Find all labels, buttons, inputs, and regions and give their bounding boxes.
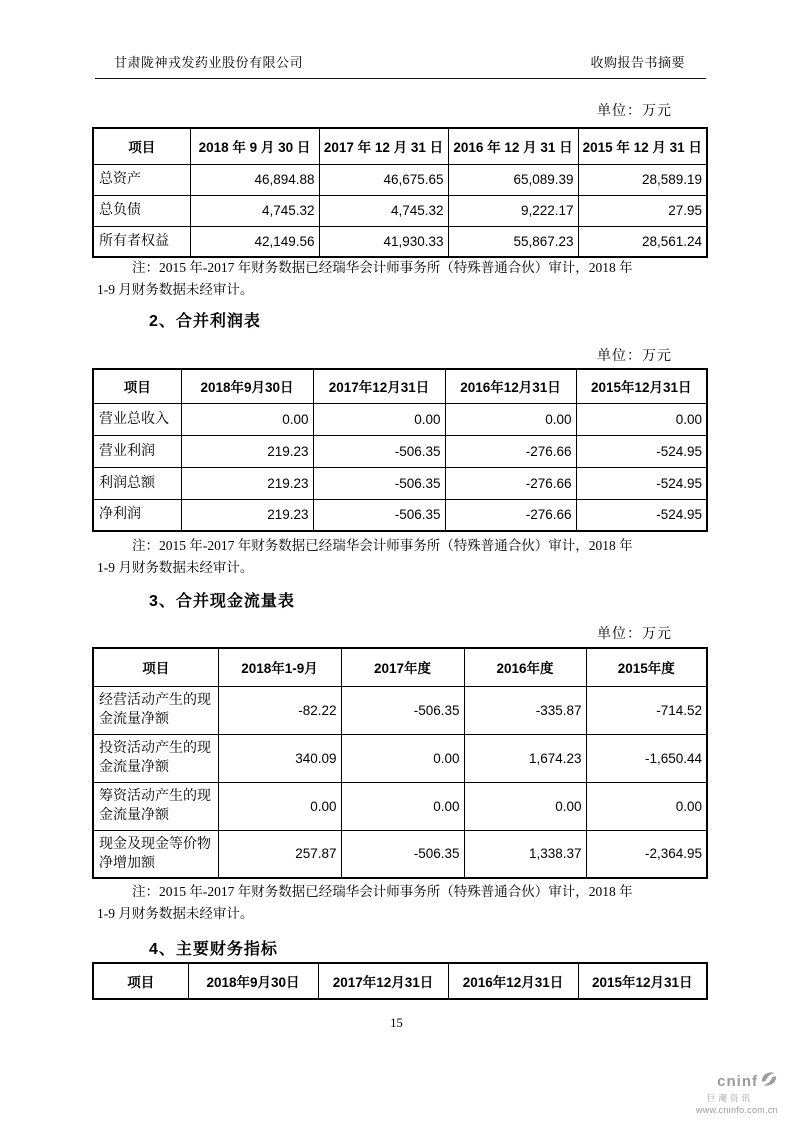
audit-note [97, 535, 693, 578]
table-row [93, 734, 707, 782]
value-cell: -524.95 [576, 499, 707, 531]
company-name: 甘肃陇神戎发药业股份有限公司 [114, 55, 304, 70]
table-header-cell: 2018年1-9月 [218, 648, 341, 686]
value-cell: 28,561.24 [578, 226, 707, 257]
value-cell: 0.00 [586, 782, 707, 830]
row-label-cell: 利润总额 [93, 467, 181, 499]
value-cell: 27.95 [578, 195, 707, 226]
value-cell: -276.66 [445, 499, 576, 531]
value-cell: 46,675.65 [319, 164, 448, 195]
row-label-cell: 总负债 [93, 195, 190, 226]
table-row [93, 164, 707, 195]
note-line: 1-9 月财务数据未经审计。 [97, 905, 254, 921]
table-header-cell: 2016 年 12 月 31 日 [448, 128, 578, 164]
table-header-cell: 项目 [93, 369, 181, 403]
unit-label: 单位：万元 [597, 349, 672, 364]
value-cell: -506.35 [313, 435, 445, 467]
table-row [93, 467, 707, 499]
row-label-cell: 所有者权益 [93, 226, 190, 257]
value-cell: -335.87 [464, 686, 586, 734]
value-cell: -524.95 [576, 467, 707, 499]
table-row [93, 435, 707, 467]
table-header-cell: 2017年度 [341, 648, 464, 686]
unit-label: 单位：万元 [597, 627, 672, 642]
section-title-income-statement: 2、合并利润表 [149, 313, 261, 330]
cninfo-chinese-name: 巨潮资讯 [706, 1093, 753, 1103]
row-label-cell: 经营活动产生的现金流量净额 [93, 686, 218, 734]
value-cell: 0.00 [218, 782, 341, 830]
table-header-cell: 2015年12月31日 [578, 963, 707, 999]
value-cell: 219.23 [181, 499, 313, 531]
section-title-key-indicators: 4、主要财务指标 [149, 941, 278, 958]
table-header-cell: 2016年12月31日 [448, 963, 578, 999]
value-cell: -506.35 [313, 499, 445, 531]
cninfo-brand-text: cninf [717, 1072, 758, 1090]
value-cell: 0.00 [341, 782, 464, 830]
value-cell: -714.52 [586, 686, 707, 734]
table-header-cell: 2016年12月31日 [445, 369, 576, 403]
page-number: 15 [390, 1016, 403, 1030]
value-cell: -524.95 [576, 435, 707, 467]
table-row [93, 686, 707, 734]
row-label-cell: 总资产 [93, 164, 190, 195]
cninfo-logo [696, 1070, 778, 1115]
value-cell: -276.66 [445, 435, 576, 467]
balance-sheet-table [92, 127, 708, 258]
table-header-cell: 2017年12月31日 [318, 963, 448, 999]
table-header-cell: 2015 年 12 月 31 日 [578, 128, 707, 164]
table-header-cell: 2017 年 12 月 31 日 [319, 128, 448, 164]
note-line: 1-9 月财务数据未经审计。 [97, 559, 254, 575]
table-header-cell: 2016年度 [464, 648, 586, 686]
value-cell: -506.35 [313, 467, 445, 499]
value-cell: 219.23 [181, 435, 313, 467]
row-label-cell: 现金及现金等价物净增加额 [93, 830, 218, 878]
table-row [93, 782, 707, 830]
page-header [95, 52, 706, 79]
table-header-cell: 项目 [93, 128, 190, 164]
table-row [93, 403, 707, 435]
value-cell: -506.35 [341, 830, 464, 878]
value-cell: 9,222.17 [448, 195, 578, 226]
table-header-cell: 2018年9月30日 [188, 963, 318, 999]
value-cell: -1,650.44 [586, 734, 707, 782]
row-label-cell: 筹资活动产生的现金流量净额 [93, 782, 218, 830]
cninfo-swirl-icon [760, 1070, 778, 1092]
key-indicators-table [92, 962, 708, 1000]
table-header-cell: 项目 [93, 963, 188, 999]
value-cell: 0.00 [313, 403, 445, 435]
table-row [93, 195, 707, 226]
value-cell: 257.87 [218, 830, 341, 878]
row-label-cell: 营业利润 [93, 435, 181, 467]
table-header-cell: 2018年9月30日 [181, 369, 313, 403]
cninfo-url: www.cninfo.com.cn [695, 1104, 778, 1115]
note-line: 1-9 月财务数据未经审计。 [97, 281, 254, 297]
table-header-cell: 2018 年 9 月 30 日 [190, 128, 319, 164]
value-cell: 1,338.37 [464, 830, 586, 878]
doc-title: 收购报告书摘要 [590, 55, 685, 70]
value-cell: 1,674.23 [464, 734, 586, 782]
table-header-cell: 2015年度 [586, 648, 707, 686]
value-cell: 0.00 [341, 734, 464, 782]
value-cell: 340.09 [218, 734, 341, 782]
table-header-cell: 2015年12月31日 [576, 369, 707, 403]
table-header-cell: 项目 [93, 648, 218, 686]
audit-note [97, 881, 693, 924]
value-cell: 219.23 [181, 467, 313, 499]
value-cell: 65,089.39 [448, 164, 578, 195]
value-cell: -2,364.95 [586, 830, 707, 878]
row-label-cell: 投资活动产生的现金流量净额 [93, 734, 218, 782]
table-row [93, 830, 707, 878]
value-cell: 46,894.88 [190, 164, 319, 195]
value-cell: 4,745.32 [319, 195, 448, 226]
value-cell: 42,149.56 [190, 226, 319, 257]
value-cell: -82.22 [218, 686, 341, 734]
value-cell: -506.35 [341, 686, 464, 734]
row-label-cell: 净利润 [93, 499, 181, 531]
income-statement-table [92, 368, 708, 532]
value-cell: 0.00 [181, 403, 313, 435]
note-line: 注：2015 年-2017 年财务数据已经瑞华会计师事务所（特殊普通合伙）审计，2018 年 [132, 884, 633, 899]
audit-note [97, 257, 693, 300]
table-row [93, 226, 707, 257]
value-cell: 0.00 [445, 403, 576, 435]
value-cell: 0.00 [576, 403, 707, 435]
cash-flow-table [92, 647, 708, 879]
value-cell: 4,745.32 [190, 195, 319, 226]
unit-label: 单位：万元 [597, 104, 672, 119]
section-title-cash-flow: 3、合并现金流量表 [149, 593, 295, 610]
table-header-cell: 2017年12月31日 [313, 369, 445, 403]
value-cell: -276.66 [445, 467, 576, 499]
value-cell: 41,930.33 [319, 226, 448, 257]
value-cell: 55,867.23 [448, 226, 578, 257]
table-row [93, 499, 707, 531]
note-line: 注：2015 年-2017 年财务数据已经瑞华会计师事务所（特殊普通合伙）审计，2018 年 [132, 260, 633, 275]
value-cell: 0.00 [464, 782, 586, 830]
row-label-cell: 营业总收入 [93, 403, 181, 435]
value-cell: 28,589.19 [578, 164, 707, 195]
note-line: 注：2015 年-2017 年财务数据已经瑞华会计师事务所（特殊普通合伙）审计，2018 年 [132, 538, 633, 553]
